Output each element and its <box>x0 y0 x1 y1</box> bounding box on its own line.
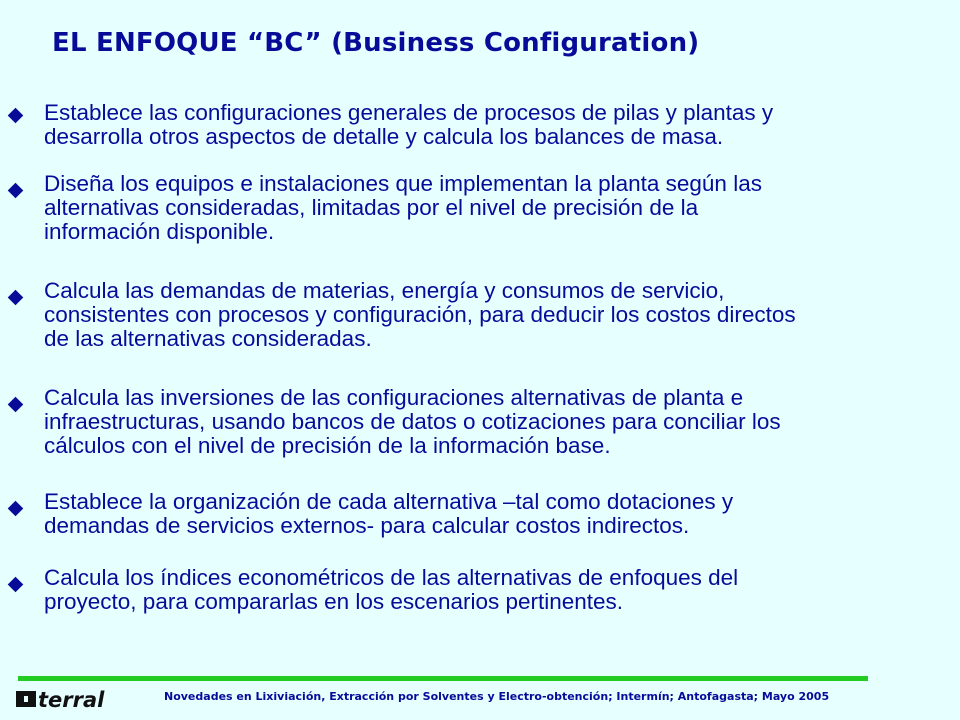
diamond-bullet-icon <box>8 290 24 306</box>
logo-wordmark: terral <box>38 688 105 712</box>
diamond-bullet-icon <box>8 183 24 199</box>
bullet-text: Establece las configuraciones generales de procesos de pilas y plantas y desarrolla otros aspectos de detalle y calcula los balances de masa. <box>44 100 774 149</box>
terral-logo <box>14 686 154 712</box>
diamond-bullet-icon <box>8 397 24 413</box>
footer-caption: Novedades en Lixiviación, Extracción por Solventes y Electro-obtención; Intermín; Antofagasta; Mayo 2005 <box>164 690 830 703</box>
bullet-text: Establece la organización de cada alternativa –tal como dotaciones y demandas de servicios externos- para calcular costos indirectos. <box>44 489 734 538</box>
bullet-text: Calcula las inversiones de las configuraciones alternativas de planta e infraestructuras, usando bancos de datos o cotizaciones para conciliar los cálculos con el nivel de precisión de la información base. <box>44 385 781 458</box>
diamond-bullet-icon <box>8 501 24 517</box>
slide-title: EL ENFOQUE “BC” (Business Configuration) <box>52 28 700 58</box>
diamond-bullet-icon <box>8 108 24 124</box>
diamond-bullet-icon <box>8 577 24 593</box>
bullet-text: Calcula los índices econométricos de las alternativas de enfoques del proyecto, para compararlas en los escenarios pertinentes. <box>44 565 739 614</box>
bullet-text: Diseña los equipos e instalaciones que implementan la planta según las alternativas consideradas, limitadas por el nivel de precisión de la información disponible. <box>44 171 762 244</box>
bullet-text: Calcula las demandas de materias, energía y consumos de servicio, consistentes con procesos y configuración, para deducir los costos directos de las alternativas consideradas. <box>44 278 796 351</box>
footer-divider <box>18 676 868 681</box>
